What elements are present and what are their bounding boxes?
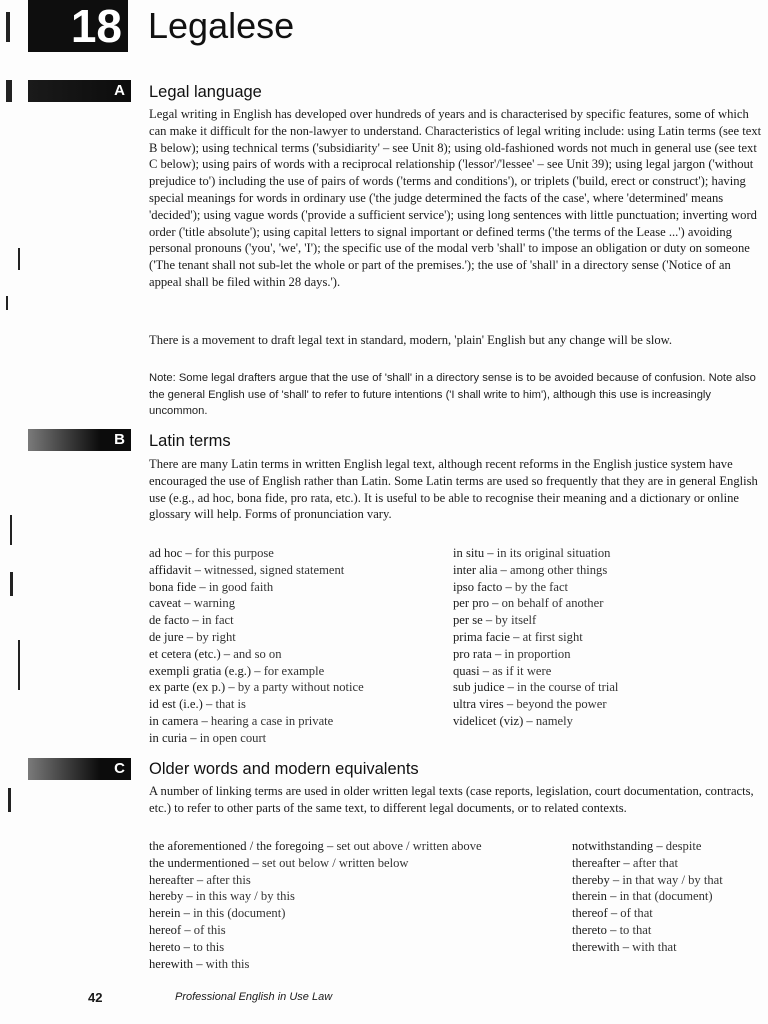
term-row: videlicet (viz) – namely xyxy=(453,713,573,728)
term-row: sub judice – in the course of trial xyxy=(453,680,619,695)
section-a-title: Legal language xyxy=(149,83,262,101)
section-a-marker: A xyxy=(28,80,131,102)
term-row: in camera – hearing a case in private xyxy=(149,713,334,728)
term-row: exempli gratia (e.g.) – for example xyxy=(149,663,325,678)
definition: by itself xyxy=(495,613,537,628)
definition: in proportion xyxy=(504,646,571,661)
term-row: thereof – of that xyxy=(572,906,653,921)
term-row: et cetera (etc.) – and so on xyxy=(149,646,282,661)
term-row: the undermentioned – set out below / written below xyxy=(149,855,409,870)
term: herewith xyxy=(149,956,194,971)
margin-mark xyxy=(8,788,11,812)
term: de jure xyxy=(149,629,184,644)
term: affidavit xyxy=(149,562,192,577)
margin-mark xyxy=(10,572,13,596)
term: ad hoc xyxy=(149,546,183,560)
definition: by a party without notice xyxy=(237,680,364,695)
definition: for example xyxy=(263,663,325,678)
term-row: inter alia – among other things xyxy=(453,562,608,577)
section-a-paragraph-2: There is a movement to draft legal text in standard, modern, 'plain' English but any change will be slow. xyxy=(149,333,673,347)
term-row: hereto – to this xyxy=(149,939,225,954)
term: the aforementioned / the foregoing xyxy=(149,839,324,853)
definition: in that (document) xyxy=(619,889,713,904)
term-row: thereby – in that way / by that xyxy=(572,872,723,887)
term-row: per pro – on behalf of another xyxy=(453,596,604,611)
term-row: per se – by itself xyxy=(453,613,537,628)
definition: beyond the power xyxy=(516,697,607,712)
term: herein xyxy=(149,906,181,921)
term-row: hereof – of this xyxy=(149,922,226,937)
term: the undermentioned xyxy=(149,855,250,870)
term-row: thereafter – after that xyxy=(572,855,678,870)
term: in camera xyxy=(149,713,199,728)
definition: for this purpose xyxy=(194,546,274,560)
term: thereto xyxy=(572,922,607,937)
term: per pro xyxy=(453,596,490,611)
term: in curia xyxy=(149,730,188,745)
term: prima facie xyxy=(453,629,510,644)
term-row: bona fide – in good faith xyxy=(149,579,274,594)
section-c-title: Older words and modern equivalents xyxy=(149,760,419,778)
latin-terms-left xyxy=(149,545,364,747)
term-row: affidavit – witnessed, signed statement xyxy=(149,562,345,577)
term: ultra vires xyxy=(453,697,504,712)
term-row: caveat – warning xyxy=(149,596,236,611)
term: et cetera (etc.) xyxy=(149,646,221,661)
older-words-right xyxy=(572,838,723,956)
definition: after that xyxy=(632,855,678,870)
term: ex parte (ex p.) xyxy=(149,680,226,695)
definition: in its original situation xyxy=(496,546,611,560)
term: hereof xyxy=(149,922,182,937)
term: hereby xyxy=(149,889,184,904)
page-number: 42 xyxy=(88,990,103,1005)
definition: warning xyxy=(193,596,236,611)
term: quasi xyxy=(453,663,480,678)
term: pro rata xyxy=(453,646,492,661)
term: videlicet (viz) xyxy=(453,713,524,728)
definition: in this (document) xyxy=(193,906,286,921)
definition: by right xyxy=(196,629,236,644)
term: therewith xyxy=(572,939,620,954)
section-b-title: Latin terms xyxy=(149,432,231,450)
term: hereafter xyxy=(149,872,194,887)
definition: at first sight xyxy=(522,629,583,644)
term-row: herein – in this (document) xyxy=(149,906,286,921)
definition: hearing a case in private xyxy=(210,713,334,728)
section-b-marker: B xyxy=(28,429,131,451)
definition: after this xyxy=(206,872,251,887)
section-c-paragraph: A number of linking terms are used in older written legal texts (case reports, legislation, court documentation, contracts, etc.) to refer to other parts of the same text, to different legal documents, or to related contexts. xyxy=(149,784,754,815)
definition: despite xyxy=(665,839,702,853)
term-row: hereafter – after this xyxy=(149,872,251,887)
term-row: in situ – in its original situation xyxy=(453,546,611,560)
margin-mark xyxy=(18,248,20,270)
term: ipso facto xyxy=(453,579,503,594)
term-row: hereby – in this way / by this xyxy=(149,889,295,904)
definition: with that xyxy=(632,939,677,954)
definition: among other things xyxy=(510,562,608,577)
margin-mark xyxy=(10,515,12,545)
term-row: de jure – by right xyxy=(149,629,236,644)
definition: to that xyxy=(619,922,652,937)
definition: witnessed, signed statement xyxy=(204,562,345,577)
definition: with this xyxy=(205,956,250,971)
term-row: thereto – to that xyxy=(572,922,652,937)
term-row: in curia – in open court xyxy=(149,730,267,745)
definition: set out below / written below xyxy=(261,855,409,870)
definition: of that xyxy=(620,906,653,921)
term: notwithstanding xyxy=(572,839,654,853)
term-row: therein – in that (document) xyxy=(572,889,713,904)
older-words-left xyxy=(149,838,482,972)
term: per se xyxy=(453,613,483,628)
section-c-marker: C xyxy=(28,758,131,780)
term: therein xyxy=(572,889,607,904)
definition: in the course of trial xyxy=(517,680,619,695)
section-b-paragraph: There are many Latin terms in written English legal text, although recent reforms in the English justice system have encouraged the use of English rather than Latin. Some Latin terms are used so frequently that they are in general English use (e.g., ad hoc, bona fide, pro rata, etc.). It is useful to be able to recognise their meaning and a dictionary or online glossary will help. Forms of pronunciation vary. xyxy=(149,457,758,522)
term: id est (i.e.) xyxy=(149,697,203,712)
term-row: ex parte (ex p.) – by a party without notice xyxy=(149,680,364,695)
section-a-paragraph: Legal writing in English has developed over hundreds of years and is characterised by specific features, some of which can make it difficult for the non-lawyer to understand. Characteristics of legal writing include: using Latin terms (see text B below); using technical terms ('subsidiarity' – see Unit 8); using old-fashioned words not much in general use (see text C below); using pairs of words with a reciprocal relationship ('lessor'/'lessee' – see Unit 39); using legal jargon ('without prejudice to') including the use of pairs of words ('terms and conditions'), or triplets ('build, erect or construct'); having special meanings for words in ordinary use ('the judge determined the facts of the case', where 'determined' means 'decided'); using vague words ('provide a sufficient service'); using long sentences with little punctuation; inverting word order ('title absolute'); using capital letters to signal important or defined terms ('the terms of the Lease ...') avoiding personal pronouns ('you', 'we', 'I'); the specific use of the modal verb 'shall' to impose an obligation or duty on someone ('The tenant shall not sub-let the whole or part of the premises.'); the use of 'shall' in a directory sense ('Notice of an appeal shall be filed within 28 days.'). xyxy=(149,107,762,289)
term: sub judice xyxy=(453,680,505,695)
margin-mark xyxy=(18,640,20,690)
definition: on behalf of another xyxy=(501,596,604,611)
term: exempli gratia (e.g.) xyxy=(149,663,252,678)
definition: set out above / written above xyxy=(336,839,482,853)
term: thereby xyxy=(572,872,610,887)
term: de facto xyxy=(149,613,190,628)
term: hereto xyxy=(149,939,181,954)
definition: and so on xyxy=(233,646,282,661)
term-row: quasi – as if it were xyxy=(453,663,552,678)
definition: in that way / by that xyxy=(622,872,723,887)
term-row: prima facie – at first sight xyxy=(453,629,583,644)
term-row: ipso facto – by the fact xyxy=(453,579,569,594)
definition: as if it were xyxy=(492,663,552,678)
term-row: ultra vires – beyond the power xyxy=(453,697,607,712)
definition: in open court xyxy=(199,730,267,745)
definition: to this xyxy=(193,939,225,954)
section-a-note: Note: Some legal drafters argue that the use of 'shall' in a directory sense is to be avoided because of confusion. Note also the general English use of 'shall' to refer to future intentions ('I shall write to him'), although this use is increasingly uncommon. xyxy=(149,372,756,417)
latin-terms-right xyxy=(453,545,618,730)
term: bona fide xyxy=(149,579,197,594)
term: inter alia xyxy=(453,562,498,577)
definition: in this way / by this xyxy=(195,889,295,904)
term: caveat xyxy=(149,596,182,611)
term-row: therewith – with that xyxy=(572,939,677,954)
margin-mark xyxy=(6,80,12,102)
definition: in good faith xyxy=(208,579,274,594)
term: in situ xyxy=(453,546,485,560)
margin-mark xyxy=(6,12,10,42)
definition: of this xyxy=(193,922,226,937)
unit-number: 18 xyxy=(28,0,128,52)
term-row: de facto – in fact xyxy=(149,613,234,628)
unit-title: Legalese xyxy=(148,5,295,46)
definition: by the fact xyxy=(514,579,569,594)
term-row: id est (i.e.) – that is xyxy=(149,697,246,712)
term-row: the aforementioned / the foregoing – set out above / written above xyxy=(149,839,482,853)
definition: namely xyxy=(535,713,573,728)
term-row: herewith – with this xyxy=(149,956,250,971)
term-row: pro rata – in proportion xyxy=(453,646,571,661)
term-row: ad hoc – for this purpose xyxy=(149,546,274,560)
term-row: notwithstanding – despite xyxy=(572,839,702,853)
definition: that is xyxy=(215,697,246,712)
book-title: Professional English in Use Law xyxy=(175,991,333,1003)
term: thereafter xyxy=(572,855,621,870)
margin-mark xyxy=(6,296,8,310)
definition: in fact xyxy=(201,613,234,628)
term: thereof xyxy=(572,906,608,921)
